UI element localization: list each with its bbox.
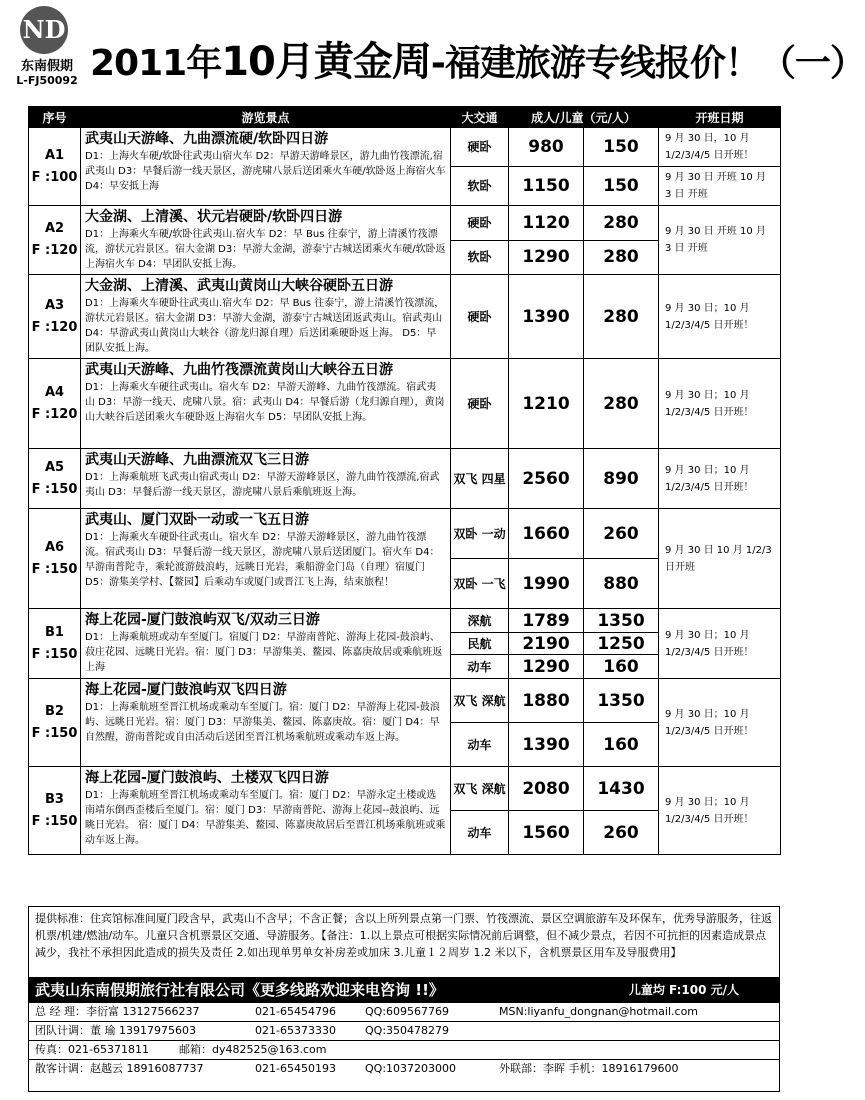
tour-title: 大金湖、上清溪、武夷山黄岗山大峡谷硬卧五日游 <box>85 278 393 294</box>
tour-row <box>29 509 781 559</box>
license-code: L-FJ50092 <box>16 74 78 87</box>
child-price: 280 <box>584 275 659 359</box>
tour-code <box>29 206 81 275</box>
child-price: 1430 <box>584 767 659 811</box>
tour-code-label: B1 <box>45 624 64 640</box>
child-price: 280 <box>584 240 659 275</box>
tour-row <box>29 767 781 811</box>
tour-itinerary: D1：上海乘火车硬卧往武夷山.宿火车 D2：早 Bus 往泰宁，游上清溪竹筏漂流，游状元岩景区。宿大金湖 D3：早游大金湖，游泰宁古城送团返武夷山。宿武夷山 D4：早游武夷山黄岗山大峡谷（游龙归源自理）后送团乘硬卧返上海。 D5：早团队安抵上海。 <box>85 298 445 354</box>
adult-price: 1120 <box>509 206 584 241</box>
departure-dates: 9 月 30 日；10 月 1/2/3/4/5 日开班！ <box>659 359 781 449</box>
tour-description <box>81 449 451 509</box>
child-price: 880 <box>584 559 659 609</box>
tour-title: 武夷山天游峰、九曲竹筏漂流黄岗山大峡谷五日游 <box>85 362 393 378</box>
tour-code-label: B2 <box>45 703 64 719</box>
departure-dates: 9 月 30 日；10 月 1/2/3/4/5 日开班！ <box>659 679 781 767</box>
child-price: 260 <box>584 509 659 559</box>
transport-type: 双飞 四星 <box>451 449 509 509</box>
transport-type: 动车 <box>451 723 509 767</box>
transport-type: 软卧 <box>451 240 509 275</box>
departure-dates: 9 月 30 日；10 月 1/2/3/4/5 日开班！ <box>659 609 781 679</box>
child-fee: F :150 <box>31 813 78 829</box>
transport-type: 双卧 一动 <box>451 509 509 559</box>
child-price-note: 儿童均 F:100 元/人 <box>628 983 739 997</box>
adult-price: 1210 <box>509 359 584 449</box>
tour-description <box>81 275 451 359</box>
child-price: 260 <box>584 811 659 855</box>
table-body <box>29 128 781 855</box>
tour-itinerary: D1：上海乘火车硬/软卧往武夷山.宿火车 D2：早 Bus 往泰宁，游上清溪竹筏漂流，游状元岩景区。宿大金湖 D3：早游大金湖，游泰宁古城送团乘火车硬/软卧返上海宿火车 D4：早团队安抵上海。 <box>85 229 446 270</box>
tour-row <box>29 275 781 359</box>
tour-code <box>29 767 81 855</box>
tour-code-label: A4 <box>44 384 65 400</box>
tour-description <box>81 509 451 609</box>
company-logo <box>8 6 86 92</box>
tour-code-label: A6 <box>44 539 65 555</box>
contact-row <box>29 1060 779 1078</box>
tour-title: 海上花园-厦门鼓浪屿双飞四日游 <box>85 682 287 698</box>
tour-row <box>29 359 781 449</box>
logo-mark: ND <box>20 6 68 54</box>
contact-phone: 021-65454796 <box>255 1005 336 1018</box>
transport-type: 双飞 深航 <box>451 767 509 811</box>
tour-title: 武夷山天游峰、九曲漂流双飞三日游 <box>85 452 309 468</box>
departure-dates: 9 月 30 日 10 月 1/2/3 日开班 <box>659 509 781 609</box>
transport-type: 硬卧 <box>451 128 509 167</box>
contact-phone: 021-65450193 <box>255 1062 336 1075</box>
child-price: 1350 <box>584 679 659 723</box>
contact-row <box>29 1041 779 1060</box>
adult-price: 980 <box>509 128 584 167</box>
adult-price: 1880 <box>509 679 584 723</box>
adult-price: 2190 <box>509 633 584 655</box>
child-price: 280 <box>584 359 659 449</box>
transport-type: 软卧 <box>451 167 509 206</box>
child-price: 890 <box>584 449 659 509</box>
child-price: 150 <box>584 167 659 206</box>
tour-itinerary: D1：上海乘航班或动车至厦门。宿厦门 D2：早游南普陀、游海上花园-鼓浪屿、菽庄花园、远眺日光岩。宿：厦门 D3：早游集美、鳌园、陈嘉庚故居或乘航班返上海 <box>85 632 443 673</box>
tour-title: 海上花园-厦门鼓浪屿双飞/双动三日游 <box>85 612 320 628</box>
tour-code <box>29 359 81 449</box>
title-subject: -福建旅游专线报价！（一） <box>430 43 865 84</box>
table-header-row <box>29 107 781 128</box>
contact-outreach: 外联部：李晖 手机：18916179600 <box>499 1062 679 1075</box>
transport-type: 硬卧 <box>451 275 509 359</box>
child-fee: F :120 <box>31 319 78 335</box>
header-seq: 序号 <box>29 107 81 128</box>
transport-type: 民航 <box>451 633 509 655</box>
tour-code <box>29 679 81 767</box>
tour-code-label: A2 <box>44 221 65 236</box>
tour-description <box>81 359 451 449</box>
contact-row <box>29 1003 779 1022</box>
price-table <box>28 106 781 855</box>
adult-price: 1390 <box>509 723 584 767</box>
tour-code <box>29 449 81 509</box>
tour-title: 武夷山、厦门双卧一动或一飞五日游 <box>85 512 309 528</box>
departure-dates: 9 月 30 日；10 月 1/2/3/4/5 日开班！ <box>659 767 781 855</box>
contact-row <box>29 1022 779 1041</box>
child-price: 150 <box>584 128 659 167</box>
tour-code-label: B3 <box>45 791 64 807</box>
transport-type: 动车 <box>451 655 509 679</box>
adult-price: 1290 <box>509 240 584 275</box>
child-price: 160 <box>584 723 659 767</box>
transport-type: 动车 <box>451 811 509 855</box>
adult-price: 1660 <box>509 509 584 559</box>
tour-code <box>29 275 81 359</box>
tour-itinerary: D1：上海火车硬/软卧往武夷山宿火车 D2：早游天游峰景区，游九曲竹筏漂流,宿武夷山 D3：早餐后游一线天景区，游虎啸八景后送团乘火车硬/软卧返上海宿火车 D4：早安抵上海 <box>85 151 446 192</box>
page-title <box>90 30 865 87</box>
contact-qq: QQ:1037203000 <box>365 1062 457 1075</box>
transport-type: 硬卧 <box>451 206 509 241</box>
child-price: 1250 <box>584 633 659 655</box>
tour-itinerary: D1：上海乘火车硬往武夷山。宿火车 D2：早游天游峰、九曲竹筏漂流。宿武夷山 D3：早游一线天、虎啸八景。宿：武夷山 D4：早餐后游（龙归源自理），黄岗山大峡谷后送团乘火车硬卧返上海宿火车 D5：早团队安抵上海。 <box>85 382 445 423</box>
child-fee: F :150 <box>31 646 78 662</box>
company-banner <box>29 977 779 1003</box>
child-price: 1350 <box>584 609 659 633</box>
header-transport: 大交通 <box>451 107 509 128</box>
tour-row <box>29 206 781 241</box>
departure-dates: 9 月 30 日；10 月 1/2/3/4/5 日开班！ <box>659 449 781 509</box>
adult-price: 1150 <box>509 167 584 206</box>
tour-title: 大金湖、上清溪、状元岩硬卧/软卧四日游 <box>85 209 343 225</box>
departure-dates: 9 月 30 日 开班 10 月 3 日 开班 <box>659 206 781 275</box>
contact-person: 散客计调：赵越云 18916087737 <box>35 1062 204 1075</box>
departure-dates: 9 月 30 日，10 月 1/2/3/4/5 日开班！ <box>659 128 781 167</box>
adult-price: 2560 <box>509 449 584 509</box>
header-date: 开班日期 <box>659 107 781 128</box>
contact-qq: QQ:609567769 <box>365 1005 450 1018</box>
header-spots: 游览景点 <box>81 107 451 128</box>
company-name: 武夷山东南假期旅行社有限公司《更多线路欢迎来电咨询 !!》 <box>35 981 444 999</box>
child-fee: F :150 <box>31 481 78 497</box>
tour-title: 海上花园-厦门鼓浪屿、土楼双飞四日游 <box>85 770 329 786</box>
title-year: 2011年 <box>90 43 222 84</box>
contact-fax: 传真：021-65371811 <box>35 1043 149 1056</box>
contact-list <box>29 1003 779 1078</box>
adult-price: 1560 <box>509 811 584 855</box>
tour-row <box>29 128 781 167</box>
departure-dates: 9 月 30 日 开班 10 月 3 日 开班 <box>659 167 781 206</box>
tour-row <box>29 679 781 723</box>
tour-code-label: A3 <box>44 297 65 313</box>
tour-code-label: A1 <box>44 147 65 163</box>
contact-msn: MSN:liyanfu_dongnan@hotmail.com <box>499 1005 699 1018</box>
header-price: 成人/儿童（元/人） <box>509 107 659 128</box>
contact-email: 邮箱：dy482525@163.com <box>179 1043 327 1056</box>
tour-itinerary: D1：上海乘航班至晋江机场或乘动车至厦门。宿：厦门 D2：早游海上花园-鼓浪屿、远眺日光岩。宿：厦门 D3：早游集美、鳌园、陈嘉庚故。宿：厦门 D4：早自然醒，游南普陀或自由活动后送团至晋江机场乘航班或乘动车返上海。 <box>85 702 440 743</box>
tour-itinerary: D1：上海乘航班至晋江机场或乘动车至厦门。宿：厦门 D2：早游永定土楼或选南靖东倒西歪楼后至厦门。宿：厦门 D3：早游南普陀、游海上花园--鼓浪屿、远眺日光岩。 宿：厦门 D4：早游集美、鳌园、陈嘉庚故居后至晋江机场乘航班或乘动车返上海。 <box>85 790 446 846</box>
title-holiday: 10月黄金周 <box>221 39 431 85</box>
adult-price: 1290 <box>509 655 584 679</box>
contact-person: 总 经 理：李衍富 13127566237 <box>35 1005 200 1018</box>
tour-description <box>81 609 451 679</box>
transport-type: 硬卧 <box>451 359 509 449</box>
contact-phone: 021-65373330 <box>255 1024 336 1037</box>
tour-description <box>81 767 451 855</box>
adult-price: 2080 <box>509 767 584 811</box>
child-fee: F :150 <box>31 725 78 741</box>
child-price: 160 <box>584 655 659 679</box>
transport-type: 双飞 深航 <box>451 679 509 723</box>
tour-code <box>29 609 81 679</box>
tour-description <box>81 679 451 767</box>
child-price: 280 <box>584 206 659 241</box>
logo-name: 东南假期 <box>20 59 73 74</box>
adult-price: 1390 <box>509 275 584 359</box>
tour-description <box>81 128 451 206</box>
contact-qq: QQ:350478279 <box>365 1024 450 1037</box>
transport-type: 双卧 一飞 <box>451 559 509 609</box>
footer-section <box>28 906 780 1092</box>
departure-dates: 9 月 30 日；10 月 1/2/3/4/5 日开班！ <box>659 275 781 359</box>
service-notes: 提供标准：住宾馆标准间厦门段含早，武夷山不含早；不含正餐；含以上所列景点第一门票、竹筏漂流、景区空调旅游车及环保车，优秀导游服务，往返机票/机建/燃油/动车。儿童只含机票景区交通、导游服务。【备注：1.以上景点可根据实际情况前后调整，但不减少景点，若因不可抗拒的因素造成景点减少，我社不承担因此造成的损失及责任 2.如出现单男单女补房差或加床 3.儿童１２周岁 1.2 米以下，含机票景区用车及导服费用】 <box>35 912 772 959</box>
child-fee: F :100 <box>31 169 78 185</box>
tour-row <box>29 609 781 633</box>
tour-code <box>29 128 81 206</box>
tour-description <box>81 206 451 275</box>
contact-person: 团队计调：董 瑜 13917975603 <box>35 1024 196 1037</box>
tour-code-label: A5 <box>44 459 65 475</box>
tour-title: 武夷山天游峰、九曲漂流硬/软卧四日游 <box>85 131 329 147</box>
transport-type: 深航 <box>451 609 509 633</box>
child-fee: F :120 <box>31 406 78 422</box>
tour-row <box>29 449 781 509</box>
adult-price: 1789 <box>509 609 584 633</box>
adult-price: 1990 <box>509 559 584 609</box>
tour-itinerary: D1：上海乘火车硬卧往武夷山。宿火车 D2：早游天游峰景区，游九曲竹筏漂流。宿武夷山 D3：早餐后游一线天景区，游虎啸八景后送团厦门。宿火车 D4：早游南普陀寺，乘轮渡游鼓浪屿，远眺日光岩，乘船游金门岛（自理）宿厦门 D5：游集美学村、【鳌园】后乘动车或厦门或晋江飞上海，结束旅程！ <box>85 532 440 588</box>
tour-itinerary: D1：上海乘航班飞武夷山宿武夷山 D2：早游天游峰景区，游九曲竹筏漂流,宿武夷山 D3：早餐后游一线天景区，游虎啸八景后乘航班返上海。 <box>85 472 440 498</box>
child-fee: F :150 <box>31 561 78 577</box>
tour-code <box>29 509 81 609</box>
child-fee: F :120 <box>31 243 78 258</box>
